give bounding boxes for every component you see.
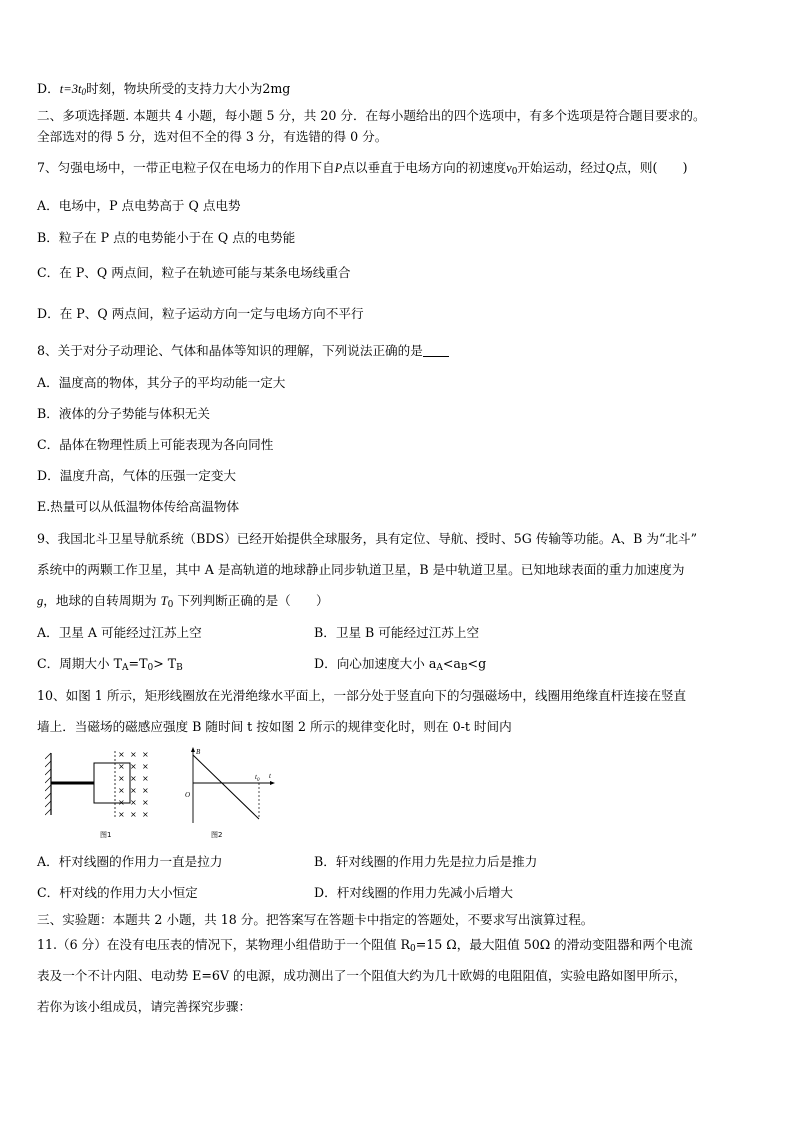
axis-t-label: t <box>269 772 271 780</box>
q7-option-c: C．在 P、Q 两点间，粒子在轨迹可能与某条电场线重合 <box>37 265 351 280</box>
q8-option-c: C．晶体在物理性质上可能表现为各向同性 <box>37 437 274 452</box>
q9-line1: 9、我国北斗卫星导航系统（BDS）已经开始提供全球服务，具有定位、导航、授时、5G 传输等功能。A、B 为“北斗” <box>37 531 698 546</box>
svg-text:×: × <box>118 762 125 771</box>
svg-text:×: × <box>130 762 137 771</box>
q10-line2: 墙上．当磁场的磁感应强度 B 随时间 t 按如图 2 所示的规律变化时，则在 0-t 时间内 <box>37 719 512 734</box>
svg-text:×: × <box>130 810 137 819</box>
svg-text:×: × <box>118 774 125 783</box>
wall-hatching <box>45 753 51 815</box>
q9-option-b: B．卫星 B 可能经过江苏上空 <box>314 625 480 640</box>
section2-line1: 二、多项选择题. 本题共 4 小题，每小题 5 分，共 20 分．在每小题给出的四个选项中，有多个选项是符合题目要求的。 <box>37 108 706 123</box>
q8-option-a: A．温度高的物体，其分子的平均动能一定大 <box>37 375 286 390</box>
q9-option-a: A．卫星 A 可能经过江苏上空 <box>37 625 202 640</box>
svg-text:×: × <box>130 774 137 783</box>
svg-text:×: × <box>118 786 125 795</box>
figure2-label: 图2 <box>211 831 223 839</box>
t0-label: $t_0$ <box>255 773 260 783</box>
q7-option-d: D．在 P、Q 两点间，粒子运动方向一定与电场方向不平行 <box>37 306 364 321</box>
q10-option-d: D．杆对线圈的作用力先减小后增大 <box>314 885 514 900</box>
axis-b-label: B <box>196 748 201 756</box>
q10-figures <box>45 745 285 845</box>
svg-text:×: × <box>130 750 137 759</box>
q9-line3: g，地球的自转周期为 $T_0$ 下列判断正确的是（ ） <box>37 593 329 610</box>
figure1-label: 图1 <box>100 831 112 839</box>
svg-text:×: × <box>142 750 149 759</box>
svg-text:×: × <box>142 762 149 771</box>
figure1 <box>45 750 149 839</box>
q8-stem: 8、关于对分子动理论、气体和晶体等知识的理解，下列说法正确的是 <box>37 342 449 360</box>
section2-line2: 全部选对的得 5 分，选对但不全的得 3 分，有选错的得 0 分。 <box>37 129 388 144</box>
q9-line2: 系统中的两颗工作卫星，其中 A 是高轨道的地球静止同步轨道卫星，B 是中轨道卫星。已知地球表面的重力加速度为 <box>37 562 685 577</box>
svg-text:×: × <box>142 810 149 819</box>
q9-option-c: C．周期大小 $T_A=T_0> T_B$ <box>37 656 183 673</box>
q7-option-b: B．粒子在 P 点的电势能小于在 Q 点的电势能 <box>37 230 296 245</box>
figure2 <box>185 747 275 839</box>
q8-option-d: D．温度升高，气体的压强一定变大 <box>37 468 237 483</box>
svg-text:×: × <box>142 786 149 795</box>
q9-option-d: D．向心加速度大小 $a_A<a_B<g$ <box>314 656 487 673</box>
svg-text:×: × <box>118 798 125 807</box>
q11-line2: 表及一个不计内阻、电动势 E=6V 的电源，成功测出了一个阻值大约为几十欧姆的电阻阻值，实验电路如图甲所示， <box>37 968 687 983</box>
q10-option-c: C．杆对线的作用力大小恒定 <box>37 885 198 900</box>
axis-b-arrow <box>191 747 195 752</box>
option-d-prev: D．$t=3t_0$时刻，物块所受的支持力大小为2mg <box>37 81 291 97</box>
q7-option-a: A．电场中，P 点电势高于 Q 点电势 <box>37 198 241 213</box>
svg-text:×: × <box>118 810 125 819</box>
q7-stem: 7、匀强电场中，一带正电粒子仅在电场力的作用下自P点以垂直于电场方向的初速度$v_0$开始运动，经过Q点，则( ) <box>37 160 688 177</box>
svg-text:×: × <box>142 774 149 783</box>
b-t-line <box>193 755 259 819</box>
q8-option-b: B．液体的分子势能与体积无关 <box>37 406 210 421</box>
q8-option-e: E.热量可以从低温物体传给高温物体 <box>37 499 240 514</box>
q10-option-b: B．轩对线圈的作用力先是拉力后是推力 <box>314 854 538 869</box>
q11-line3: 若你为该小组成员，请完善探究步骤： <box>37 999 252 1014</box>
svg-text:×: × <box>118 750 125 759</box>
svg-text:×: × <box>130 786 137 795</box>
answer-blank <box>423 344 449 357</box>
q11-line1: 11.（6 分）在没有电压表的情况下，某物理小组借助于一个阻值 $R_0=15$ Ω，最大阻值 50Ω 的滑动变阻器和两个电流 <box>37 937 693 954</box>
svg-text:×: × <box>142 798 149 807</box>
q10-option-a: A．杆对线圈的作用力一直是拉力 <box>37 854 223 869</box>
q10-line1: 10、如图 1 所示，矩形线圈放在光滑绝缘水平面上，一部分处于竖直向下的匀强磁场中，线圈用绝缘直杆连接在竖直 <box>37 688 687 703</box>
svg-text:×: × <box>130 798 137 807</box>
axis-t-arrow <box>270 781 275 785</box>
section3-header: 三、实验题：本题共 2 小题，共 18 分。把答案写在答题卡中指定的答题处，不要求写出演算过程。 <box>37 912 594 927</box>
magnetic-field-marks <box>118 750 149 819</box>
origin-label: O <box>185 791 191 799</box>
